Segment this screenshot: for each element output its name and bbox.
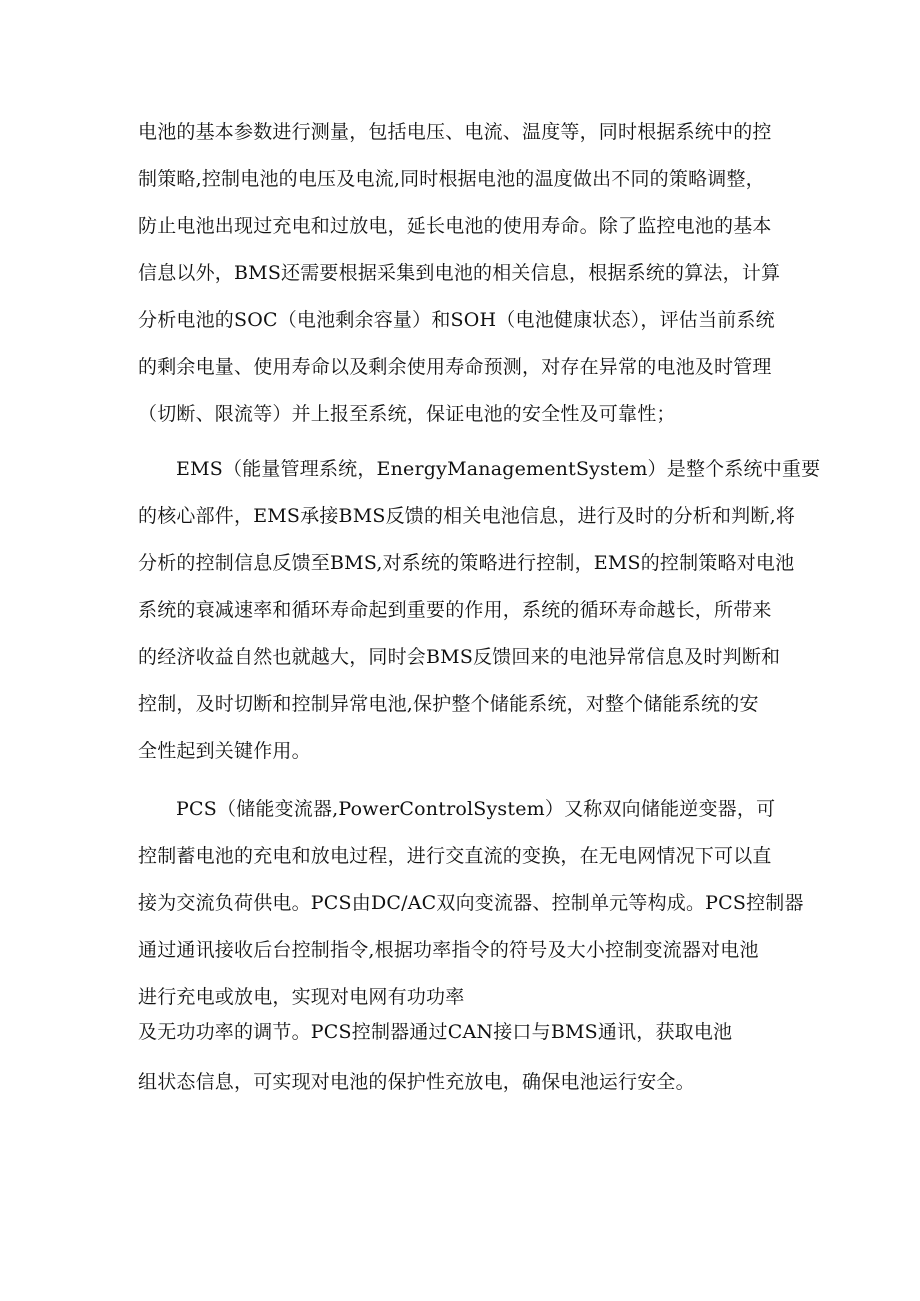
text-line: 信息以外，BMS还需要根据采集到电池的相关信息，根据系统的算法，计算 xyxy=(138,262,781,284)
text-line: 控制蓄电池的充电和放电过程，进行交直流的变换，在无电网情况下可以直 xyxy=(138,845,772,867)
text-line: EMS（能量管理系统，EnergyManagementSystem）是整个系统中重要 xyxy=(176,458,821,480)
text-line: 全性起到关键作用。 xyxy=(138,740,311,762)
text-line: 进行充电或放电，实现对电网有功功率 xyxy=(138,986,465,1008)
text-line: （切断、限流等）并上报至系统，保证电池的安全性及可靠性； xyxy=(138,403,676,425)
text-line: 通过通讯接收后台控制指令,根据功率指令的符号及大小控制变流器对电池 xyxy=(138,939,759,961)
text-line: 制策略,控制电池的电压及电流,同时根据电池的温度做出不同的策略调整， xyxy=(138,168,765,190)
text-line: 系统的衰减速率和循环寿命起到重要的作用，系统的循环寿命越长，所带来 xyxy=(138,599,772,621)
text-line: 控制，及时切断和控制异常电池,保护整个储能系统，对整个储能系统的安 xyxy=(138,693,759,715)
text-line: 分析电池的SOC（电池剩余容量）和SOH（电池健康状态），评估当前系统 xyxy=(138,309,775,331)
text-line: 电池的基本参数进行测量，包括电压、电流、温度等，同时根据系统中的控 xyxy=(138,121,772,143)
text-line: PCS（储能变流器,PowerControlSystem）又称双向储能逆变器，可 xyxy=(176,798,776,820)
text-line: 的经济收益自然也就越大，同时会BMS反馈回来的电池异常信息及时判断和 xyxy=(138,646,781,668)
text-line: 的剩余电量、使用寿命以及剩余使用寿命预测，对存在异常的电池及时管理 xyxy=(138,356,772,378)
text-line: 分析的控制信息反馈至BMS,对系统的策略进行控制，EMS的控制策略对电池 xyxy=(138,552,795,574)
text-line: 及无功功率的调节。PCS控制器通过CAN接口与BMS通讯，获取电池 xyxy=(138,1021,733,1043)
text-line: 接为交流负荷供电。PCS由DC/AC双向变流器、控制单元等构成。PCS控制器 xyxy=(138,892,804,914)
text-line: 组状态信息，可实现对电池的保护性充放电，确保电池运行安全。 xyxy=(138,1071,695,1093)
text-line: 的核心部件，EMS承接BMS反馈的相关电池信息，进行及时的分析和判断,将 xyxy=(138,505,796,527)
text-line: 防止电池出现过充电和过放电，延长电池的使用寿命。除了监控电池的基本 xyxy=(138,215,772,237)
